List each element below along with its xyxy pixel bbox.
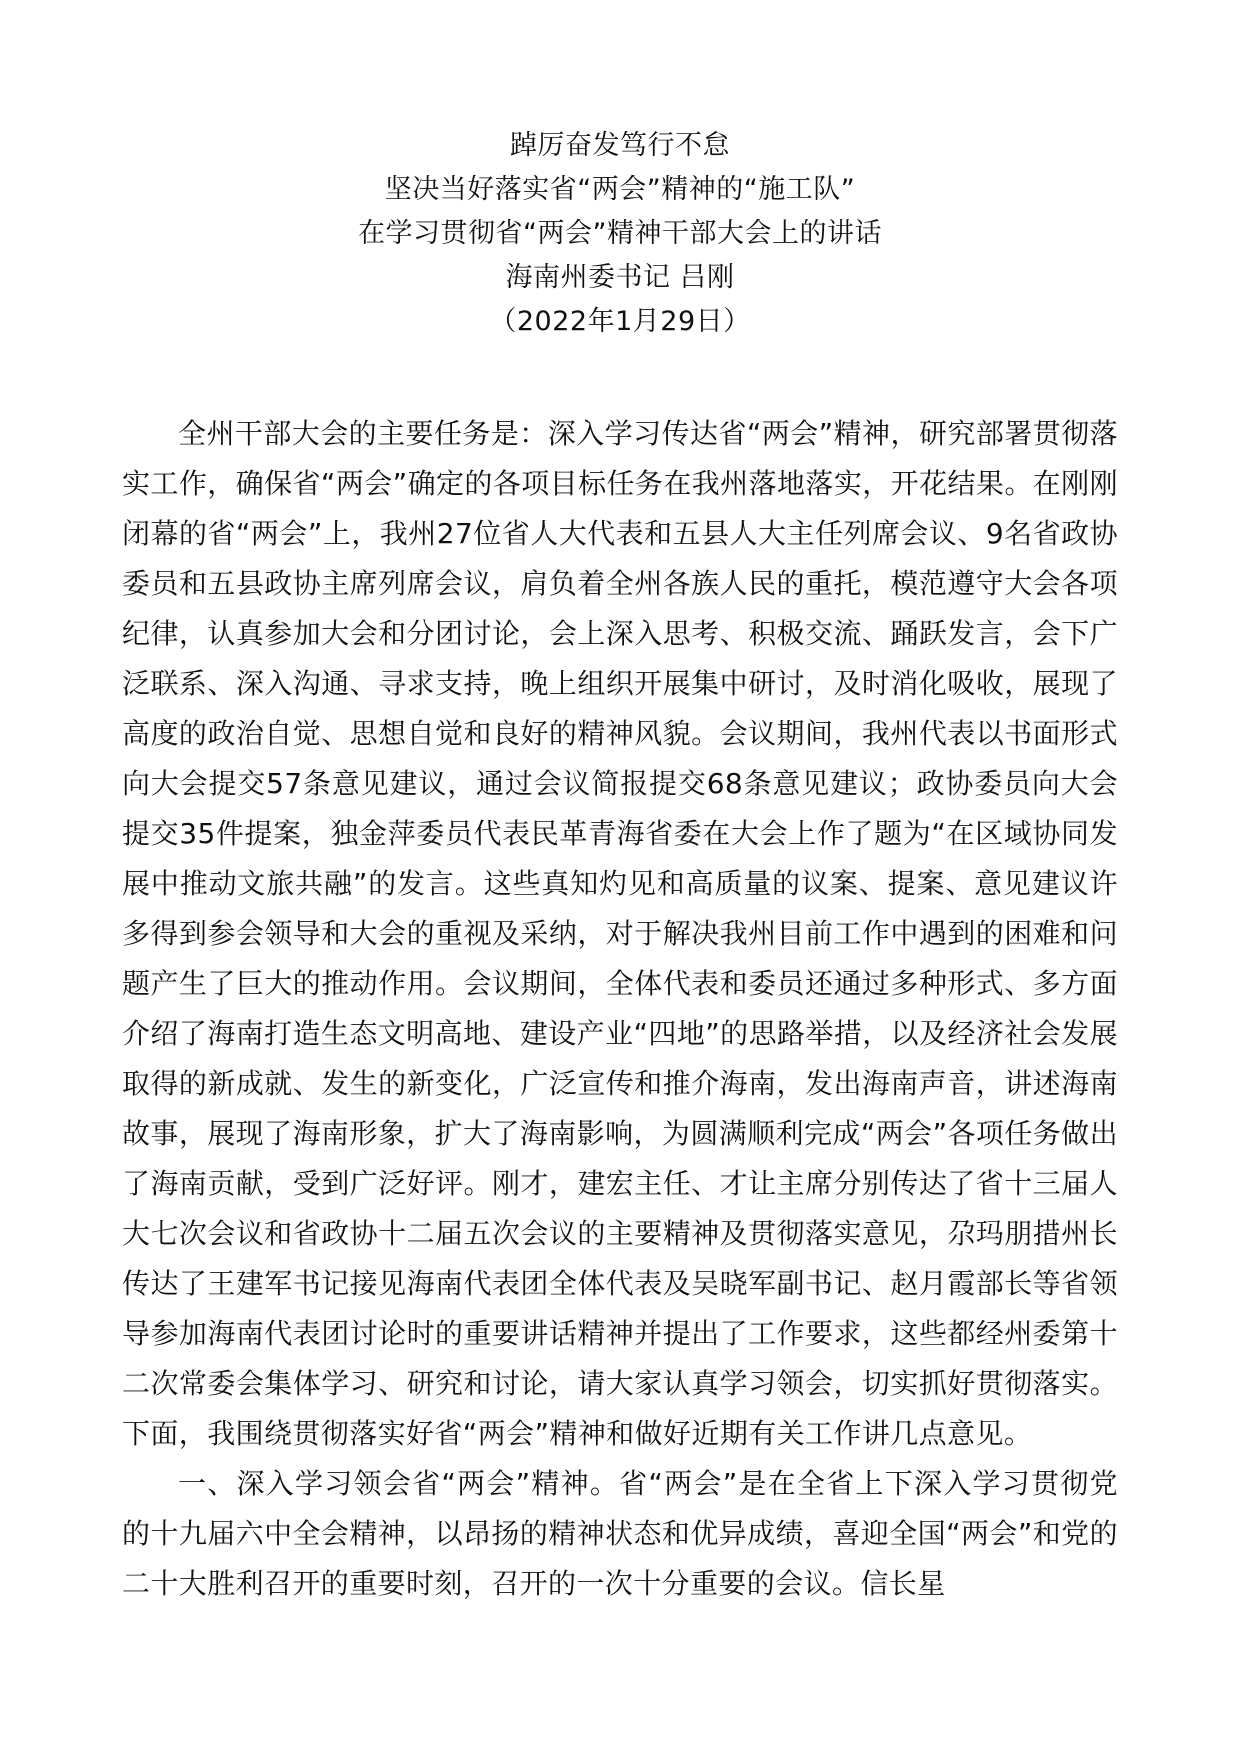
subtitle: 坚决当好落实省“两会”精神的“施工队” [384,174,856,205]
paragraph-section-one: 一、深入学习领会省“两会”精神。省“两会”是在全省上下深入学习贯彻党的十九届六中全会精神，以昂扬的精神状态和优异成绩，喜迎全国“两会”和党的二十大胜利召开的重要时刻，召开的一次十分重要的会议。信长星 [122,1467,1118,1600]
title-block [0,124,1240,344]
speaker-line: 海南州委书记 吕刚 [505,262,735,293]
paragraph-intro: 全州干部大会的主要任务是：深入学习传达省“两会”精神，研究部署贯彻落实工作，确保省“两会”确定的各项目标任务在我州落地落实，开花结果。在刚刚闭幕的省“两会”上，我州27位省人大代表和五县人大主任列席会议、9名省政协委员和五县政协主席列席会议，肩负着全州各族人民的重托，模范遵守大会各项纪律，认真参加大会和分团讨论，会上深入思考、积极交流、踊跃发言，会下广泛联系、深入沟通、寻求支持，晚上组织开展集中研讨，及时消化吸收，展现了高度的政治自觉、思想自觉和良好的精神风貌。会议期间，我州代表以书面形式向大会提交57条意见建议，通过会议简报提交68条意见建议；政协委员向大会提交35件提案，独金萍委员代表民革青海省委在大会上作了题为“在区域协同发展中推动文旅共融”的发言。这些真知灼见和高质量的议案、提案、意见建议许多得到参会领导和大会的重视及采纳，对于解决我州目前工作中遇到的困难和问题产生了巨大的推动作用。会议期间，全体代表和委员还通过多种形式、多方面介绍了海南打造生态文明高地、建设产业“四地”的思路举措，以及经济社会发展取得的新成就、发生的新变化，广泛宣传和推介海南，发出海南声音，讲述海南故事，展现了海南形象，扩大了海南影响，为圆满顺利完成“两会”各项任务做出了海南贡献，受到广泛好评。刚才，建宏主任、才让主席分别传达了省十三届人大七次会议和省政协十二届五次会议的主要精神及贯彻落实意见，尕玛朋措州长传达了王建军书记接见海南代表团全体代表及吴晓军副书记、赵月霞部长等省领导参加海南代表团讨论时的重要讲话精神并提出了工作要求，这些都经州委第十二次常委会集体学习、研究和讨论，请大家认真学习领会，切实抓好贯彻落实。下面，我围绕贯彻落实好省“两会”精神和做好近期有关工作讲几点意见。 [122,417,1118,1450]
body-text [122,409,1118,1609]
speech-occasion: 在学习贯彻省“两会”精神干部大会上的讲话 [358,218,882,249]
main-title: 踔厉奋发笃行不怠 [510,130,730,161]
speech-date: （2022年1月29日） [489,306,751,337]
